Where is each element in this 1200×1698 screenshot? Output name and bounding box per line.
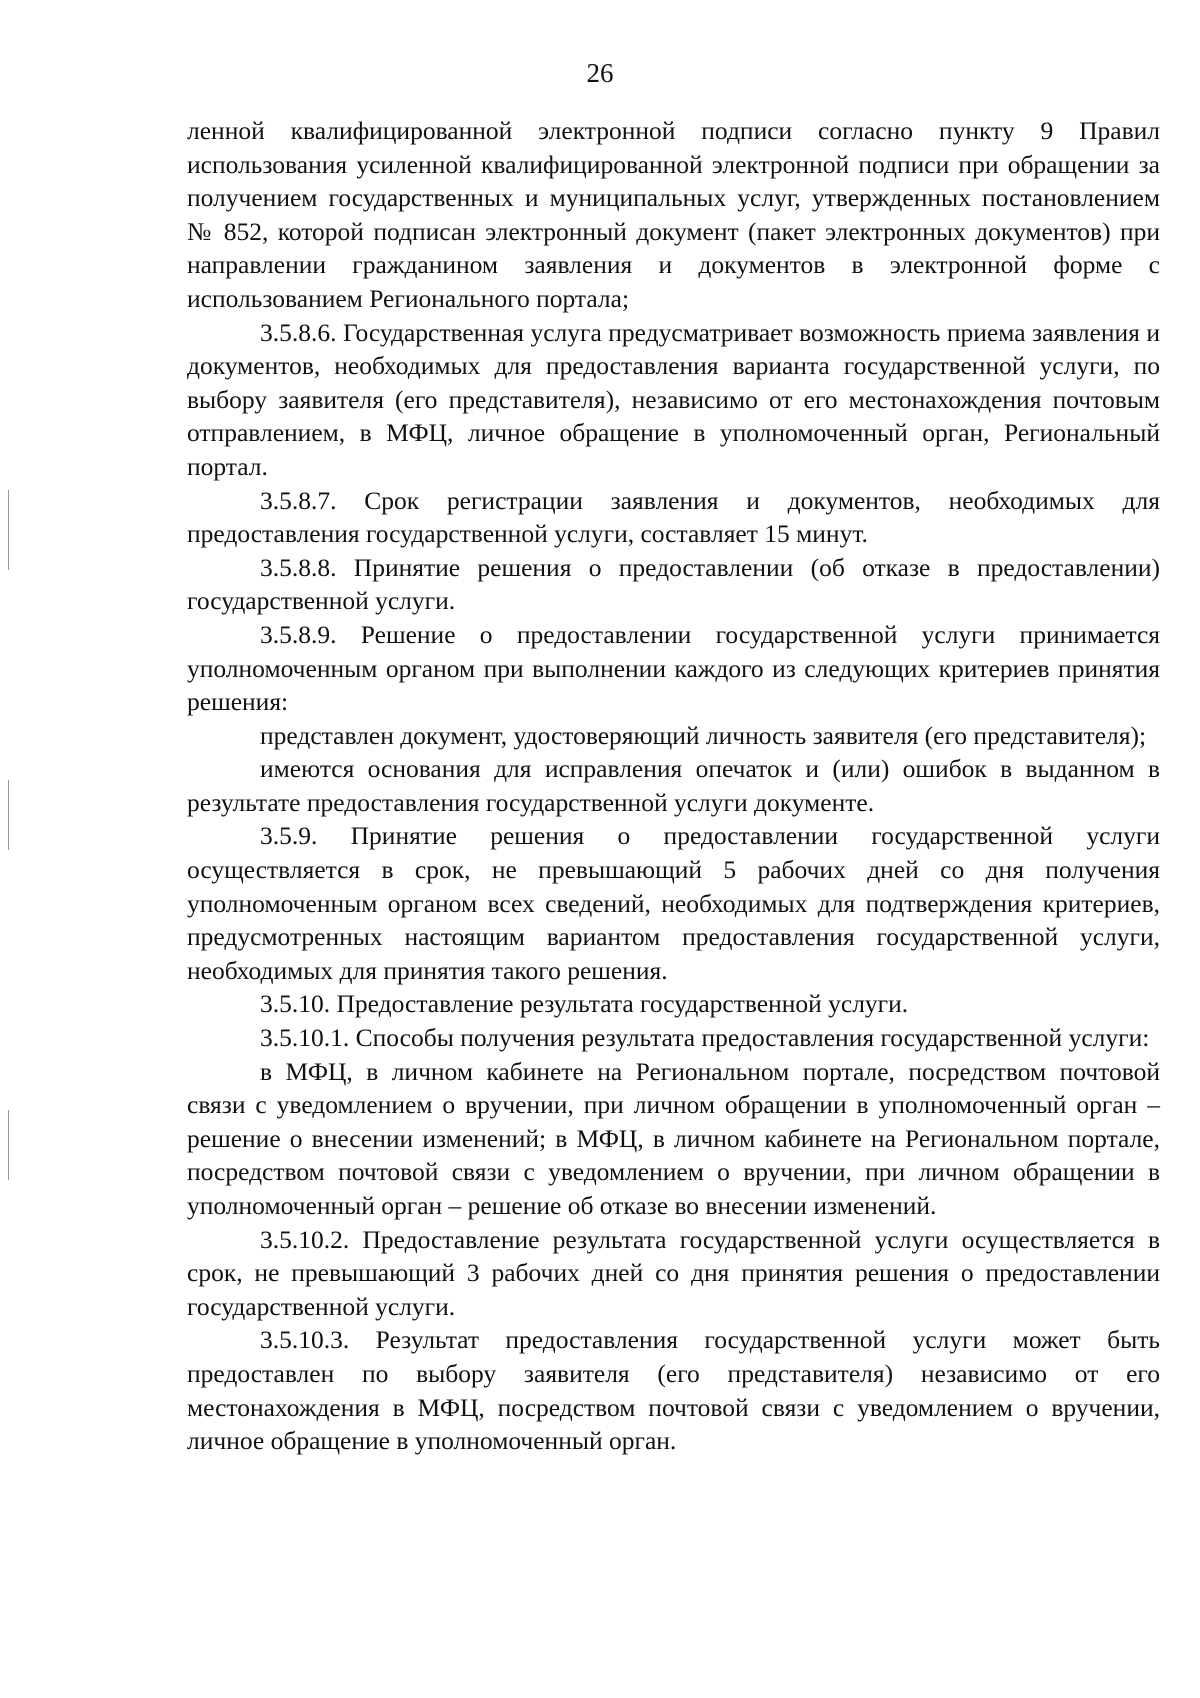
scan-edge-marks (8, 0, 12, 1698)
paragraph-3-5-8-8: 3.5.8.8. Принятие решения о предоставлении (об отказе в предоставлении) государственной услуги. (187, 552, 1160, 616)
paragraph-3-5-8-6: 3.5.8.6. Государственная услуга предусматривает возможность приема заявления и документов, необходимых для предоставления варианта государственной услуги, по выбору заявителя (его представителя), независимо от его местонахождения почтовым отправлением, в МФЦ, личное обращение в уполномоченный орган, Региональный портал. (187, 317, 1160, 481)
scan-edge-mark (8, 1110, 9, 1180)
scan-edge-mark (8, 780, 9, 850)
paragraph-3-5-10-3: 3.5.10.3. Результат предоставления государственной услуги может быть предоставлен по выбору заявителя (его представителя) независимо от его местонахождения в МФЦ, посредством почтовой связи с уведомлением о вручении, личное обращение в уполномоченный орган. (187, 1325, 1160, 1456)
paragraph-continuation: ленной квалифицированной электронной подписи согласно пункту 9 Правил использования усиленной квалифицированной электронной подписи при обращении за получением государственных и муниципальных услуг, утвержденных постановлением № 852, которой подписан электронный документ (пакет электронных документов) при направлении гражданином заявления и документов в электронной форме с использованием Регионального портала; (187, 116, 1160, 313)
scan-edge-mark (8, 490, 9, 570)
criterion-item: представлен документ, удостоверяющий личность заявителя (его представителя); (260, 720, 1147, 750)
paragraph-3-5-9: 3.5.9. Принятие решения о предоставлении государственной услуги осуществляется в срок, не превышающий 5 рабочих дней со дня получения уполномоченным органом всех сведений, необходимых для подтверждения критериев, предусмотренных настоящим вариантом предоставления государственной услуги, необходимых для принятия такого решения. (187, 821, 1160, 985)
paragraph-3-5-10-2: 3.5.10.2. Предоставление результата государственной услуги осуществляется в срок, не превышающий 3 рабочих дней со дня принятия решения о предоставлении государственной услуги. (187, 1224, 1160, 1321)
result-methods-item: в МФЦ, в личном кабинете на Региональном портале, посредством почтовой связи с уведомлением о вручении, при личном обращении в уполномоченный орган – решение о внесении изменений; в МФЦ, в личном кабинете на Региональном портале, посредством почтовой связи с уведомлением о вручении, при личном обращении в уполномоченный орган – решение об отказе во внесении изменений. (187, 1056, 1160, 1220)
paragraph-3-5-8-9: 3.5.8.9. Решение о предоставлении государственной услуги принимается уполномоченным органом при выполнении каждого из следующих критериев принятия решения: (187, 619, 1160, 717)
document-body (187, 114, 1160, 1458)
criterion-item: имеются основания для исправления опечаток и (или) ошибок в выданном в результате предоставления государственной услуги документе. (187, 754, 1160, 817)
page-number: 26 (586, 58, 614, 88)
paragraph-3-5-10-1: 3.5.10.1. Способы получения результата предоставления государственной услуги: (260, 1023, 1150, 1053)
paragraph-3-5-10: 3.5.10. Предоставление результата государственной услуги. (260, 989, 909, 1019)
paragraph-3-5-8-7: 3.5.8.7. Срок регистрации заявления и документов, необходимых для предоставления государственной услуги, составляет 15 минут. (187, 485, 1160, 549)
